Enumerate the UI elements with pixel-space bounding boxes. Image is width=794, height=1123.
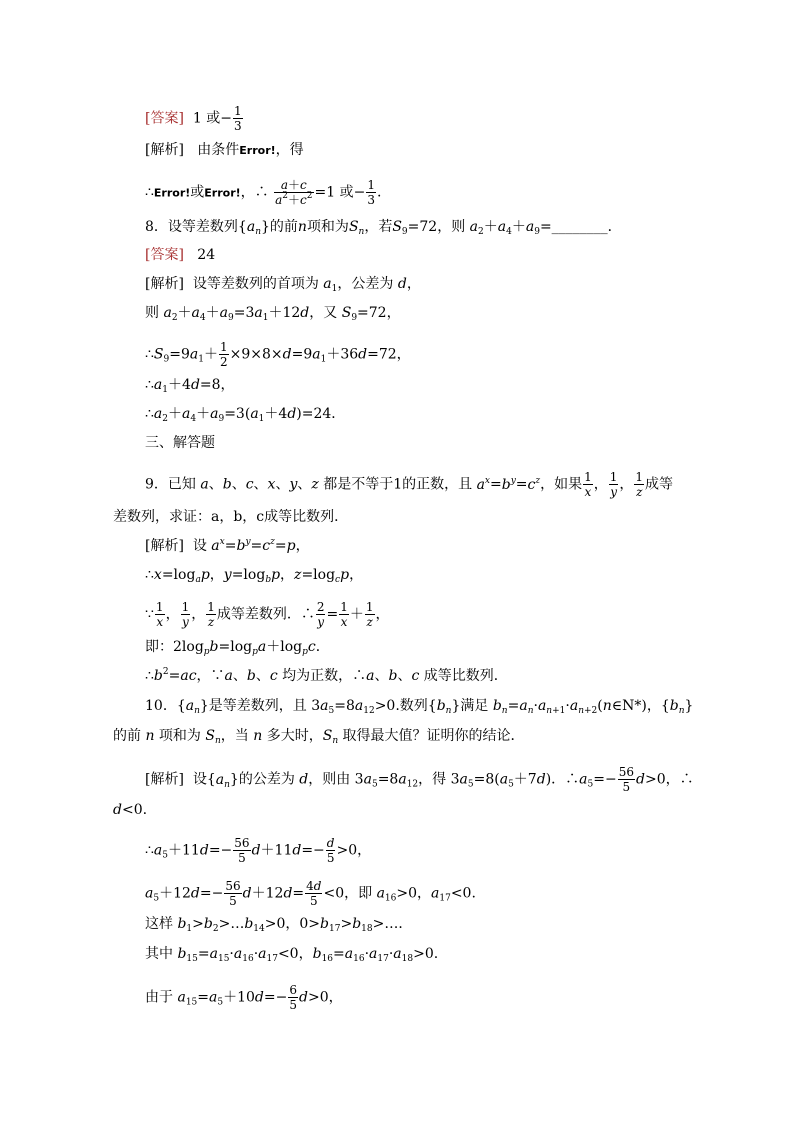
q8-analysis-line1: [解析] 设等差数列的首项为 $a_1$，公差为 d， <box>145 276 421 294</box>
q10-question-line1: 10．$\{a_n\}$是等差数列，且 $3a_5=8a_{12}>0$.数列$\{b_n\}$满足 $b_n=a_n\cdot a_{n+1}\cdot a_{n+2}(n\in N*)$，$\{b_n\}$ <box>145 698 694 716</box>
q9-analysis-line5: $\therefore b^2=ac$，∵a、b、c 均为正数，∴a、b、c 成等比数列． <box>145 667 508 684</box>
q9-analysis-line3: ∵ $\frac{1}{x}$ ， $\frac{1}{y}$ ， $\frac{1}{z}$ 成等差数列．∴ $\frac{2}{y}$ = $\frac{1}{x}$ ＋ $\frac{1}{z}$ ， <box>145 600 390 629</box>
answer-label: [答案] <box>145 110 184 127</box>
q7-analysis-line2: ∴Error!或Error!，∴ $\frac{a+c}{a^2+c^2}$ =1 或− $\frac{1}{3}$ . <box>145 178 382 207</box>
q8-analysis-line4: $\therefore a_1+4d=8$， <box>145 377 235 395</box>
q8-question: 8．设等差数列$\{a_n\}$的前n项和为$S_n$，若$S_9=72$，则 $a_2+a_4+a_9=\_\_\_\_\_\_\_\_$． <box>145 219 622 237</box>
q9-analysis-line4: 即：$2\log_pb=\log_pa+\log_pc$． <box>145 639 330 657</box>
q7-answer-fraction: $\frac{1}{3}$ <box>233 104 242 133</box>
q10-analysis-line6: 其中 $b_{15}=a_{15}\cdot a_{16}\cdot a_{17}<0$，$b_{16}=a_{16}\cdot a_{17}\cdot a_{18}>0$. <box>145 946 439 964</box>
q10-analysis-line2: d<0. <box>113 802 148 818</box>
q8-analysis-line5: $\therefore a_2+a_4+a_9=3(a_1+4d)=24$． <box>145 406 346 424</box>
q8-answer-value: 24 <box>197 247 216 263</box>
q10-analysis-line7: 由于 $a_{15}=a_5+10d=-$ $\frac{6}{5}$ d>0， <box>145 983 343 1012</box>
q9-question-line2: 差数列，求证：a，b，c成等比数列． <box>113 509 349 525</box>
q8-answer-line: [答案] 24 <box>145 247 216 263</box>
section-heading: 三、解答题 <box>145 435 215 451</box>
q10-analysis-line1: [解析] 设$\{a_n\}$的公差为 d，则由 $3a_5=8a_{12}$，得 $3a_5=8(a_5+7d)$．$\therefore a_5=-$ $\frac{56}{5}$ d>0，∴ <box>145 765 694 794</box>
q7-expression-fraction: $\frac{a+c}{a^2+c^2}$ <box>275 178 313 207</box>
q10-analysis-line4: $a_5+12d=-$ $\frac{56}{5}$ d＋12d= $\frac{4d}{5}$ <0，即 $a_{16}>0$，$a_{17}<0$. <box>145 879 476 908</box>
error-field: Error! <box>239 144 276 157</box>
q9-analysis-line1: [解析] 设 $a^x=b^y=c^z=p$， <box>145 537 310 554</box>
q10-analysis-line5: 这样 $b_1>b_2>\dots b_{14}>0$，$0>b_{17}>b_{18}>\dots$． <box>145 916 413 934</box>
error-field: Error! <box>153 186 191 200</box>
q10-analysis-line3: $\therefore a_5+11d=-$ $\frac{56}{5}$ d＋11d=− $\frac{d}{5}$ >0， <box>145 836 372 865</box>
q10-question-line2: 的前 n 项和为 $S_n$，当 n 多大时，$S_n$ 取得最大值？证明你的结论． <box>113 728 525 746</box>
q7-answer-text: 1 或− <box>192 110 232 127</box>
q7-answer-line <box>145 104 244 133</box>
q7-analysis-line1: [解析] 由条件Error!，得 <box>145 142 304 158</box>
q8-analysis-line2: 则 $a_2+a_4+a_9=3a_1+12d$，又 $S_9=72$， <box>145 305 401 323</box>
analysis-label: [解析] <box>145 142 184 158</box>
error-field: Error! <box>204 186 241 200</box>
q9-analysis-line2: $\therefore x=\log_ap$，$y=\log_bp$，$z=\log_cp$， <box>145 567 364 585</box>
q8-analysis-line3: $\therefore S_9=9a_1+$ $\frac{1}{2}$ $\times 9\times 8\times d=9a_1+36d=72$， <box>145 340 411 369</box>
q9-question-line1: 9．已知 a、b、c、x、y、z 都是不等于1的正数，且 $a^x=b^y=c^z$，如果 $\frac{1}{x}$ ， $\frac{1}{y}$ ， $\frac{1}{z}$ 成等 <box>145 470 674 499</box>
